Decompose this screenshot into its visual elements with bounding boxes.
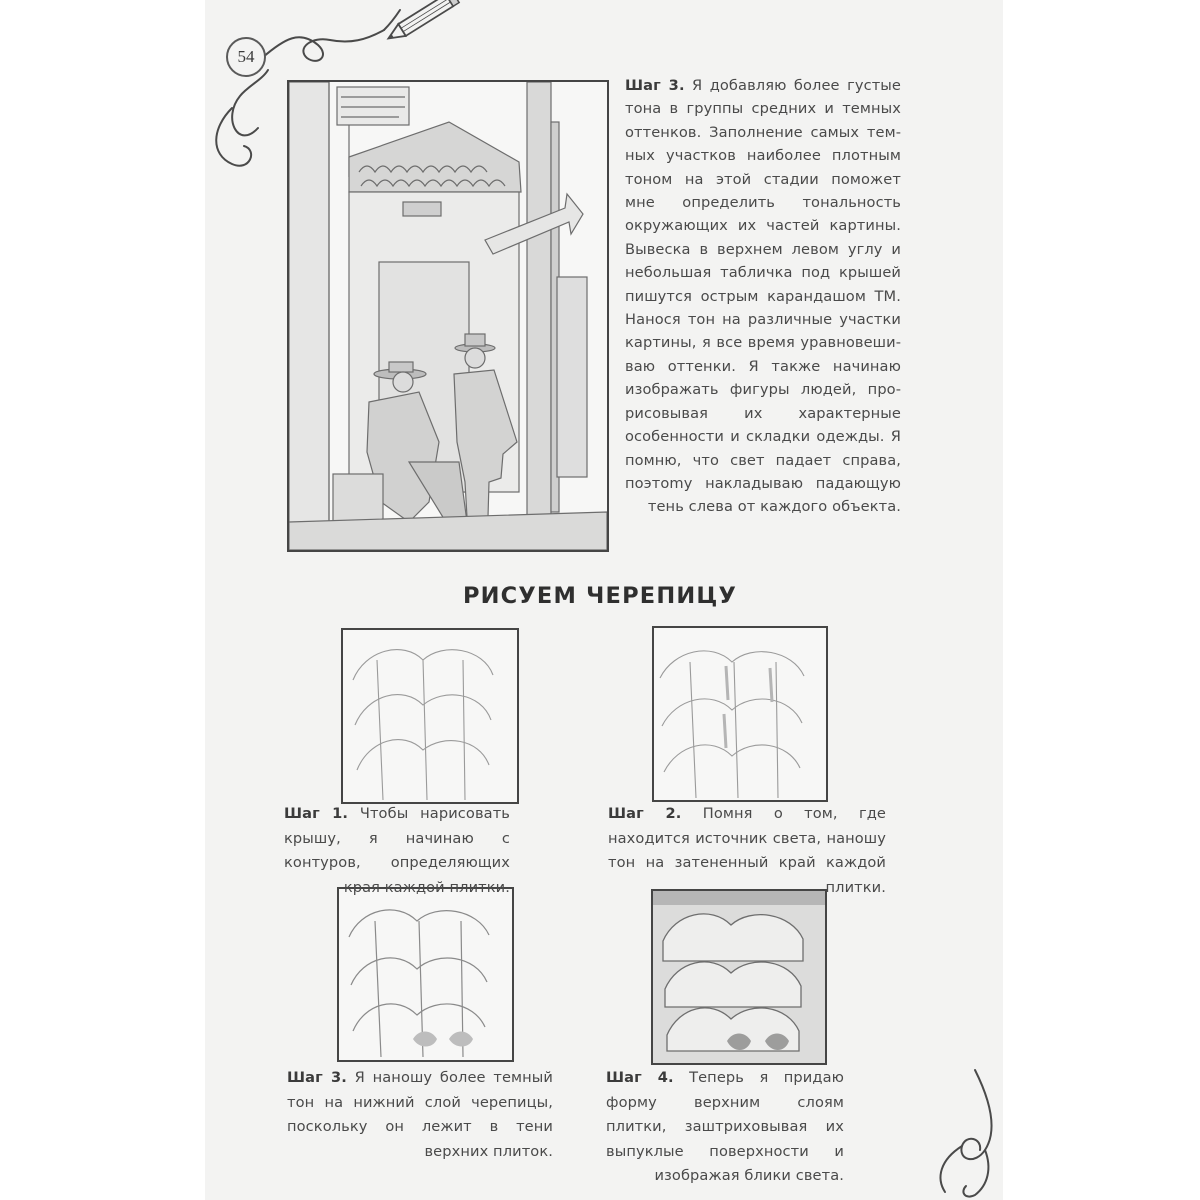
step-label: Шаг 4.: [606, 1069, 674, 1086]
street-scene-illustration: [287, 80, 609, 552]
step1-caption: [284, 802, 510, 900]
step-label: Шаг 3.: [625, 77, 685, 94]
tile-sketch-step3: [337, 887, 514, 1062]
step-body: Чтобы нарисовать крышу, я начинаю с контуров, определяющих края каждой плитки.: [284, 805, 510, 896]
step-label: Шаг 2.: [608, 805, 682, 822]
step3-caption: [287, 1066, 553, 1164]
page-number: 54: [226, 37, 266, 77]
step-label: Шаг 3.: [287, 1069, 347, 1086]
step2-caption: [608, 802, 886, 900]
tile-sketch-step2: [652, 626, 828, 802]
step-body: Я наношу более темный тон на нижний слой черепицы, поскольку он лежит в тени верхних плиток.: [287, 1069, 553, 1160]
step-body: Теперь я придаю форму верхним слоям плитки, заштриховывая их выпуклые поверхности и изображая блики света.: [606, 1069, 844, 1184]
tile-sketch-step4: [651, 889, 827, 1065]
step3-top-paragraph: [625, 74, 901, 519]
tile-sketch-step1: [341, 628, 519, 804]
step4-caption: [606, 1066, 844, 1189]
step-body: Я добавляю более густые тона в группы средних и темных оттенков. Заполнение самых темных участков наиболее плотным тоном на этой стадии поможет мне определить тональность окружающих их частей картины. Вывеска в верхнем левом углу и небольшая табличка под крышей пишутся острым карандашом ТМ. Нанося тон на различные участки картины, я все время уравновешиваю оттенки. Я также начинаю изображать фигуры людей, прорисовывая их характерные особенности и складки одежды. Я помню, что свет падает справа, поэтоmy накладываю падающую тень слева от каждого объекта.: [625, 77, 901, 516]
section-title: РИСУЕМ ЧЕРЕПИЦУ: [462, 583, 738, 609]
step-label: Шаг 1.: [284, 805, 348, 822]
step-body: Помня о том, где находится источник света, наношу тон на затененный край каждой плитки.: [608, 805, 886, 896]
